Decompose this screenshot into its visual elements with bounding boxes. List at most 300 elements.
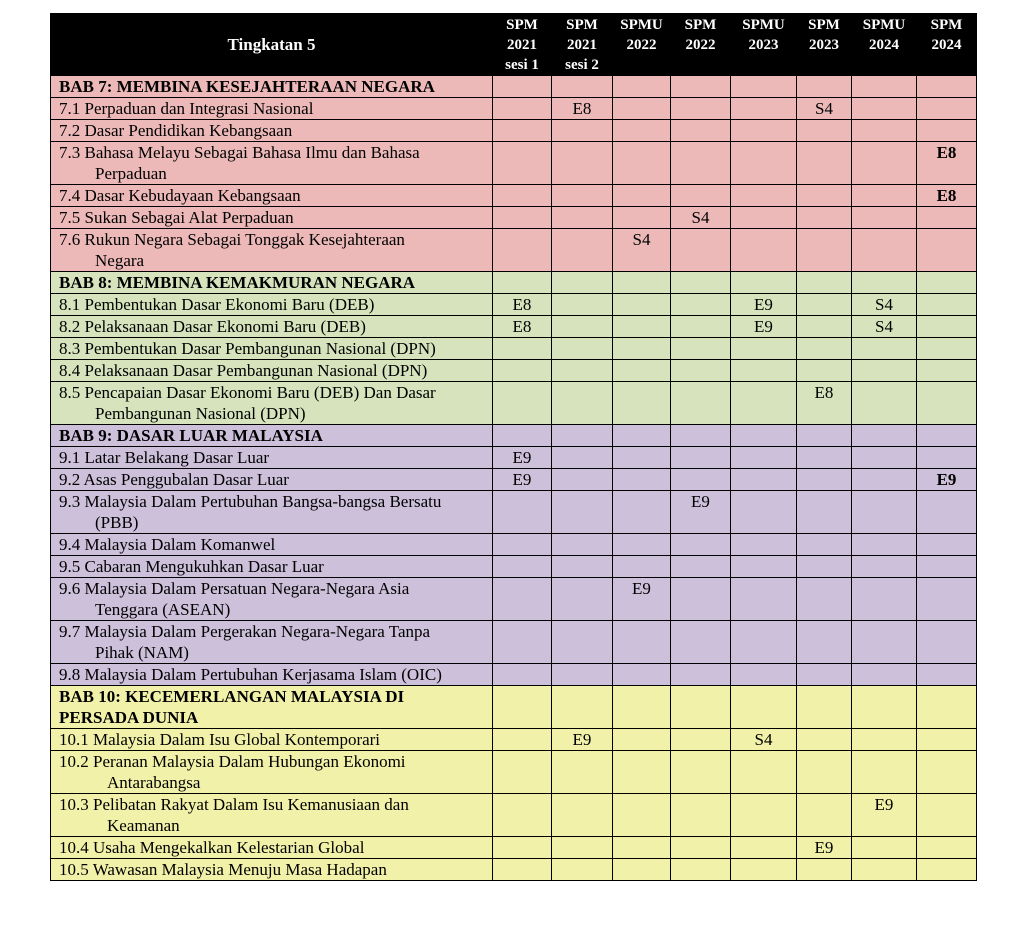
exam-cell: E9 bbox=[917, 469, 977, 491]
exam-cell bbox=[731, 664, 797, 686]
exam-cell bbox=[852, 664, 917, 686]
exam-cell bbox=[797, 621, 852, 664]
header-col-8: SPM 2024 bbox=[917, 14, 977, 76]
exam-cell bbox=[613, 294, 671, 316]
exam-cell bbox=[552, 751, 613, 794]
exam-cell bbox=[731, 185, 797, 207]
topic-text: 7.5 Sukan Sebagai Alat Perpaduan bbox=[59, 208, 294, 227]
exam-cell bbox=[493, 76, 552, 98]
table-row bbox=[51, 447, 977, 469]
exam-cell bbox=[797, 664, 852, 686]
exam-cell bbox=[797, 729, 852, 751]
exam-cell bbox=[493, 751, 552, 794]
exam-cell bbox=[671, 316, 731, 338]
chapter-title bbox=[51, 425, 493, 447]
exam-cell bbox=[671, 621, 731, 664]
exam-cell: E8 bbox=[917, 142, 977, 185]
exam-cell bbox=[493, 142, 552, 185]
exam-cell bbox=[613, 686, 671, 729]
table-row bbox=[51, 664, 977, 686]
exam-cell bbox=[917, 338, 977, 360]
exam-cell bbox=[917, 621, 977, 664]
exam-cell bbox=[493, 272, 552, 294]
table-row bbox=[51, 294, 977, 316]
exam-cell bbox=[671, 556, 731, 578]
exam-cell bbox=[671, 686, 731, 729]
exam-cell bbox=[671, 120, 731, 142]
topic-cell bbox=[51, 859, 493, 881]
topic-text: 10.5 Wawasan Malaysia Menuju Masa Hadapan bbox=[59, 860, 387, 879]
exam-cell bbox=[493, 859, 552, 881]
exam-cell bbox=[493, 229, 552, 272]
exam-cell bbox=[671, 859, 731, 881]
exam-cell bbox=[671, 272, 731, 294]
exam-cell bbox=[852, 556, 917, 578]
exam-cell bbox=[731, 859, 797, 881]
header-col-6: SPM 2023 bbox=[797, 14, 852, 76]
exam-cell bbox=[917, 794, 977, 837]
exam-cell bbox=[731, 469, 797, 491]
exam-cell bbox=[552, 207, 613, 229]
table-row bbox=[51, 360, 977, 382]
exam-cell bbox=[613, 76, 671, 98]
exam-cell: E9 bbox=[613, 578, 671, 621]
topic-text: 8.4 Pelaksanaan Dasar Pembangunan Nasional (DPN) bbox=[59, 361, 428, 380]
header-col-2: SPM 2021 sesi 2 bbox=[552, 14, 613, 76]
topic-cell bbox=[51, 142, 493, 185]
table-row bbox=[51, 469, 977, 491]
exam-cell bbox=[671, 837, 731, 859]
topic-text-continued: Perpaduan bbox=[95, 164, 167, 183]
table-body bbox=[51, 76, 977, 881]
exam-cell bbox=[613, 837, 671, 859]
exam-cell bbox=[917, 534, 977, 556]
exam-cell bbox=[797, 185, 852, 207]
exam-cell bbox=[613, 729, 671, 751]
exam-cell: E9 bbox=[552, 729, 613, 751]
topic-cell bbox=[51, 578, 493, 621]
exam-cell bbox=[852, 338, 917, 360]
header-col-3: SPMU 2022 bbox=[613, 14, 671, 76]
topic-text-continued: PERSADA DUNIA bbox=[59, 708, 199, 727]
exam-cell bbox=[852, 98, 917, 120]
exam-cell bbox=[671, 578, 731, 621]
topic-text: 9.2 Asas Penggubalan Dasar Luar bbox=[59, 470, 289, 489]
exam-cell bbox=[671, 185, 731, 207]
table-row bbox=[51, 729, 977, 751]
exam-cell bbox=[917, 272, 977, 294]
exam-cell bbox=[493, 207, 552, 229]
topic-text: 8.1 Pembentukan Dasar Ekonomi Baru (DEB) bbox=[59, 295, 375, 314]
topic-cell bbox=[51, 469, 493, 491]
exam-cell bbox=[613, 621, 671, 664]
table-row bbox=[51, 751, 977, 794]
table-row bbox=[51, 338, 977, 360]
exam-cell bbox=[613, 360, 671, 382]
exam-cell: S4 bbox=[613, 229, 671, 272]
chapter-title bbox=[51, 686, 493, 729]
exam-cell bbox=[731, 686, 797, 729]
exam-cell bbox=[797, 491, 852, 534]
exam-cell bbox=[552, 229, 613, 272]
topic-text: 9.1 Latar Belakang Dasar Luar bbox=[59, 448, 270, 467]
exam-cell bbox=[552, 556, 613, 578]
topic-cell bbox=[51, 837, 493, 859]
topic-text: 7.4 Dasar Kebudayaan Kebangsaan bbox=[59, 186, 301, 205]
exam-cell bbox=[552, 491, 613, 534]
topic-cell bbox=[51, 447, 493, 469]
chapter-row bbox=[51, 425, 977, 447]
exam-cell bbox=[552, 469, 613, 491]
exam-cell bbox=[731, 491, 797, 534]
exam-cell: E8 bbox=[493, 316, 552, 338]
topic-text: 9.4 Malaysia Dalam Komanwel bbox=[59, 535, 276, 554]
exam-cell bbox=[852, 469, 917, 491]
table-row bbox=[51, 556, 977, 578]
exam-cell bbox=[671, 338, 731, 360]
exam-cell bbox=[613, 751, 671, 794]
exam-cell bbox=[917, 382, 977, 425]
exam-cell bbox=[613, 338, 671, 360]
exam-cell bbox=[852, 360, 917, 382]
exam-cell bbox=[852, 142, 917, 185]
table-row bbox=[51, 382, 977, 425]
exam-cell bbox=[852, 751, 917, 794]
topic-text-continued: Pihak (NAM) bbox=[95, 643, 189, 662]
exam-cell: E9 bbox=[493, 447, 552, 469]
topic-cell bbox=[51, 294, 493, 316]
exam-cell bbox=[671, 76, 731, 98]
exam-cell bbox=[731, 751, 797, 794]
exam-cell bbox=[493, 185, 552, 207]
exam-cell bbox=[852, 272, 917, 294]
exam-cell bbox=[493, 729, 552, 751]
exam-cell bbox=[731, 447, 797, 469]
topic-text: 10.1 Malaysia Dalam Isu Global Kontemporari bbox=[59, 730, 381, 749]
exam-cell bbox=[493, 98, 552, 120]
table-row bbox=[51, 120, 977, 142]
exam-cell bbox=[852, 425, 917, 447]
header-title: Tingkatan 5 bbox=[51, 14, 493, 76]
exam-cell bbox=[917, 491, 977, 534]
topic-cell bbox=[51, 185, 493, 207]
exam-cell: E9 bbox=[852, 794, 917, 837]
exam-cell bbox=[731, 207, 797, 229]
exam-cell bbox=[731, 794, 797, 837]
header-col-1: SPM 2021 sesi 1 bbox=[493, 14, 552, 76]
exam-cell bbox=[852, 686, 917, 729]
topic-cell bbox=[51, 207, 493, 229]
exam-cell bbox=[552, 382, 613, 425]
exam-cell bbox=[613, 142, 671, 185]
topic-text: 9.6 Malaysia Dalam Persatuan Negara-Negara Asia bbox=[59, 579, 410, 598]
exam-cell bbox=[731, 98, 797, 120]
exam-cell: S4 bbox=[731, 729, 797, 751]
exam-cell bbox=[671, 729, 731, 751]
exam-cell bbox=[917, 229, 977, 272]
exam-cell bbox=[797, 207, 852, 229]
exam-cell bbox=[552, 621, 613, 664]
table-row bbox=[51, 534, 977, 556]
topic-text-continued: Pembangunan Nasional (DPN) bbox=[95, 404, 306, 423]
exam-cell: E8 bbox=[493, 294, 552, 316]
exam-cell bbox=[552, 837, 613, 859]
exam-cell bbox=[493, 578, 552, 621]
exam-cell bbox=[852, 447, 917, 469]
exam-cell bbox=[552, 76, 613, 98]
exam-cell bbox=[613, 425, 671, 447]
exam-cell bbox=[671, 447, 731, 469]
exam-cell bbox=[731, 556, 797, 578]
topic-text: 7.2 Dasar Pendidikan Kebangsaan bbox=[59, 121, 293, 140]
exam-cell bbox=[493, 382, 552, 425]
exam-cell bbox=[797, 751, 852, 794]
topic-text: 9.5 Cabaran Mengukuhkan Dasar Luar bbox=[59, 557, 324, 576]
exam-cell bbox=[852, 76, 917, 98]
exam-cell bbox=[671, 294, 731, 316]
chapter-row bbox=[51, 686, 977, 729]
chapter-title bbox=[51, 76, 493, 98]
exam-cell bbox=[917, 207, 977, 229]
exam-cell: E9 bbox=[493, 469, 552, 491]
table-row bbox=[51, 229, 977, 272]
topic-cell bbox=[51, 621, 493, 664]
exam-cell: E9 bbox=[671, 491, 731, 534]
exam-cell bbox=[493, 425, 552, 447]
table-row bbox=[51, 142, 977, 185]
exam-cell bbox=[552, 294, 613, 316]
exam-cell bbox=[493, 664, 552, 686]
exam-cell: E8 bbox=[917, 185, 977, 207]
exam-cell bbox=[917, 120, 977, 142]
exam-cell bbox=[552, 360, 613, 382]
exam-cell bbox=[671, 425, 731, 447]
exam-cell bbox=[671, 664, 731, 686]
exam-cell bbox=[552, 686, 613, 729]
topic-text: 7.6 Rukun Negara Sebagai Tonggak Kesejahteraan bbox=[59, 230, 405, 249]
topic-text: 10.3 Pelibatan Rakyat Dalam Isu Kemanusiaan dan bbox=[59, 795, 409, 814]
exam-cell bbox=[493, 794, 552, 837]
exam-cell bbox=[671, 794, 731, 837]
exam-cell bbox=[917, 729, 977, 751]
exam-cell bbox=[797, 447, 852, 469]
topic-text-continued: (PBB) bbox=[95, 513, 139, 532]
exam-cell bbox=[613, 491, 671, 534]
chapter-row bbox=[51, 272, 977, 294]
exam-cell bbox=[852, 578, 917, 621]
exam-cell bbox=[797, 120, 852, 142]
exam-cell bbox=[731, 120, 797, 142]
table-row bbox=[51, 794, 977, 837]
table-row bbox=[51, 185, 977, 207]
exam-cell bbox=[797, 294, 852, 316]
exam-cell bbox=[852, 491, 917, 534]
exam-cell bbox=[731, 272, 797, 294]
exam-cell bbox=[493, 338, 552, 360]
topic-cell bbox=[51, 534, 493, 556]
exam-cell bbox=[731, 338, 797, 360]
exam-cell bbox=[613, 185, 671, 207]
exam-cell bbox=[917, 447, 977, 469]
topic-text: 10.2 Peranan Malaysia Dalam Hubungan Ekonomi bbox=[59, 752, 406, 771]
header-col-5: SPMU 2023 bbox=[731, 14, 797, 76]
exam-cell bbox=[731, 534, 797, 556]
exam-cell bbox=[852, 621, 917, 664]
exam-cell bbox=[797, 794, 852, 837]
exam-cell bbox=[552, 534, 613, 556]
exam-cell bbox=[671, 534, 731, 556]
exam-cell bbox=[552, 859, 613, 881]
exam-cell bbox=[613, 534, 671, 556]
topic-text: 9.8 Malaysia Dalam Pertubuhan Kerjasama Islam (OIC) bbox=[59, 665, 442, 684]
exam-cell bbox=[493, 621, 552, 664]
exam-cell bbox=[552, 142, 613, 185]
table-row bbox=[51, 207, 977, 229]
exam-cell bbox=[671, 360, 731, 382]
exam-cell bbox=[731, 837, 797, 859]
exam-cell bbox=[613, 207, 671, 229]
exam-cell bbox=[552, 272, 613, 294]
table-row bbox=[51, 621, 977, 664]
exam-cell bbox=[493, 360, 552, 382]
exam-cell bbox=[613, 447, 671, 469]
exam-cell bbox=[917, 578, 977, 621]
exam-cell bbox=[731, 142, 797, 185]
exam-cell bbox=[671, 751, 731, 794]
exam-cell bbox=[613, 98, 671, 120]
exam-cell bbox=[797, 556, 852, 578]
exam-cell: E9 bbox=[731, 316, 797, 338]
exam-cell bbox=[917, 76, 977, 98]
exam-cell: S4 bbox=[671, 207, 731, 229]
table-row bbox=[51, 98, 977, 120]
table-row bbox=[51, 837, 977, 859]
exam-cell bbox=[797, 859, 852, 881]
exam-cell bbox=[852, 382, 917, 425]
table-container bbox=[50, 13, 977, 881]
exam-cell bbox=[852, 185, 917, 207]
topic-cell bbox=[51, 229, 493, 272]
exam-cell bbox=[917, 294, 977, 316]
topic-text: 9.7 Malaysia Dalam Pergerakan Negara-Negara Tanpa bbox=[59, 622, 431, 641]
exam-cell bbox=[797, 469, 852, 491]
exam-cell bbox=[797, 578, 852, 621]
header-row bbox=[51, 14, 977, 76]
exam-cell bbox=[731, 621, 797, 664]
topic-cell bbox=[51, 382, 493, 425]
exam-cell bbox=[671, 382, 731, 425]
topic-text-continued: Keamanan bbox=[107, 816, 180, 835]
exam-cell bbox=[852, 207, 917, 229]
topic-cell bbox=[51, 360, 493, 382]
table-row bbox=[51, 859, 977, 881]
exam-cell bbox=[493, 556, 552, 578]
exam-cell bbox=[731, 360, 797, 382]
exam-cell bbox=[917, 556, 977, 578]
exam-cell bbox=[613, 316, 671, 338]
header-col-7: SPMU 2024 bbox=[852, 14, 917, 76]
exam-cell bbox=[493, 120, 552, 142]
exam-cell bbox=[613, 120, 671, 142]
exam-cell bbox=[613, 556, 671, 578]
table-row bbox=[51, 491, 977, 534]
exam-cell bbox=[493, 686, 552, 729]
exam-cell bbox=[552, 120, 613, 142]
exam-cell bbox=[552, 425, 613, 447]
exam-cell bbox=[493, 534, 552, 556]
exam-cell: S4 bbox=[797, 98, 852, 120]
exam-cell bbox=[552, 664, 613, 686]
exam-cell bbox=[852, 837, 917, 859]
exam-cell: E9 bbox=[797, 837, 852, 859]
topic-cell bbox=[51, 751, 493, 794]
exam-cell bbox=[852, 859, 917, 881]
exam-cell bbox=[797, 338, 852, 360]
exam-cell bbox=[613, 664, 671, 686]
topic-text: 7.3 Bahasa Melayu Sebagai Bahasa Ilmu dan Bahasa bbox=[59, 143, 420, 162]
topic-text-continued: Antarabangsa bbox=[107, 773, 201, 792]
topic-text: 8.2 Pelaksanaan Dasar Ekonomi Baru (DEB) bbox=[59, 317, 366, 336]
exam-cell bbox=[917, 686, 977, 729]
header-col-4: SPM 2022 bbox=[671, 14, 731, 76]
exam-cell: E9 bbox=[731, 294, 797, 316]
topic-cell bbox=[51, 556, 493, 578]
exam-cell bbox=[797, 76, 852, 98]
exam-cell bbox=[917, 837, 977, 859]
table-row bbox=[51, 578, 977, 621]
exam-cell bbox=[613, 794, 671, 837]
exam-cell bbox=[731, 425, 797, 447]
topic-text: 9.3 Malaysia Dalam Pertubuhan Bangsa-bangsa Bersatu bbox=[59, 492, 442, 511]
exam-cell bbox=[552, 338, 613, 360]
topic-text: 8.3 Pembentukan Dasar Pembangunan Nasional (DPN) bbox=[59, 339, 436, 358]
exam-cell bbox=[852, 729, 917, 751]
exam-cell bbox=[552, 316, 613, 338]
table-row bbox=[51, 316, 977, 338]
topic-cell bbox=[51, 120, 493, 142]
exam-cell bbox=[797, 272, 852, 294]
exam-cell bbox=[493, 837, 552, 859]
exam-cell bbox=[917, 751, 977, 794]
exam-cell bbox=[917, 360, 977, 382]
exam-cell bbox=[671, 98, 731, 120]
exam-cell bbox=[797, 686, 852, 729]
topic-text: 10.4 Usaha Mengekalkan Kelestarian Global bbox=[59, 838, 365, 857]
chapter-title bbox=[51, 272, 493, 294]
exam-cell: S4 bbox=[852, 316, 917, 338]
topic-text-continued: Negara bbox=[95, 251, 145, 270]
exam-cell bbox=[552, 578, 613, 621]
exam-cell bbox=[613, 469, 671, 491]
exam-cell: E8 bbox=[552, 98, 613, 120]
exam-cell bbox=[731, 229, 797, 272]
exam-cell bbox=[731, 382, 797, 425]
exam-cell bbox=[917, 859, 977, 881]
exam-cell bbox=[917, 316, 977, 338]
topic-text: BAB 7: MEMBINA KESEJAHTERAAN NEGARA bbox=[59, 77, 435, 96]
exam-cell bbox=[493, 491, 552, 534]
exam-cell: E8 bbox=[797, 382, 852, 425]
topic-cell bbox=[51, 338, 493, 360]
exam-cell bbox=[552, 794, 613, 837]
exam-cell bbox=[797, 316, 852, 338]
exam-cell bbox=[671, 229, 731, 272]
exam-cell bbox=[852, 120, 917, 142]
exam-cell bbox=[552, 185, 613, 207]
exam-cell bbox=[613, 382, 671, 425]
exam-cell bbox=[731, 578, 797, 621]
exam-cell bbox=[797, 360, 852, 382]
